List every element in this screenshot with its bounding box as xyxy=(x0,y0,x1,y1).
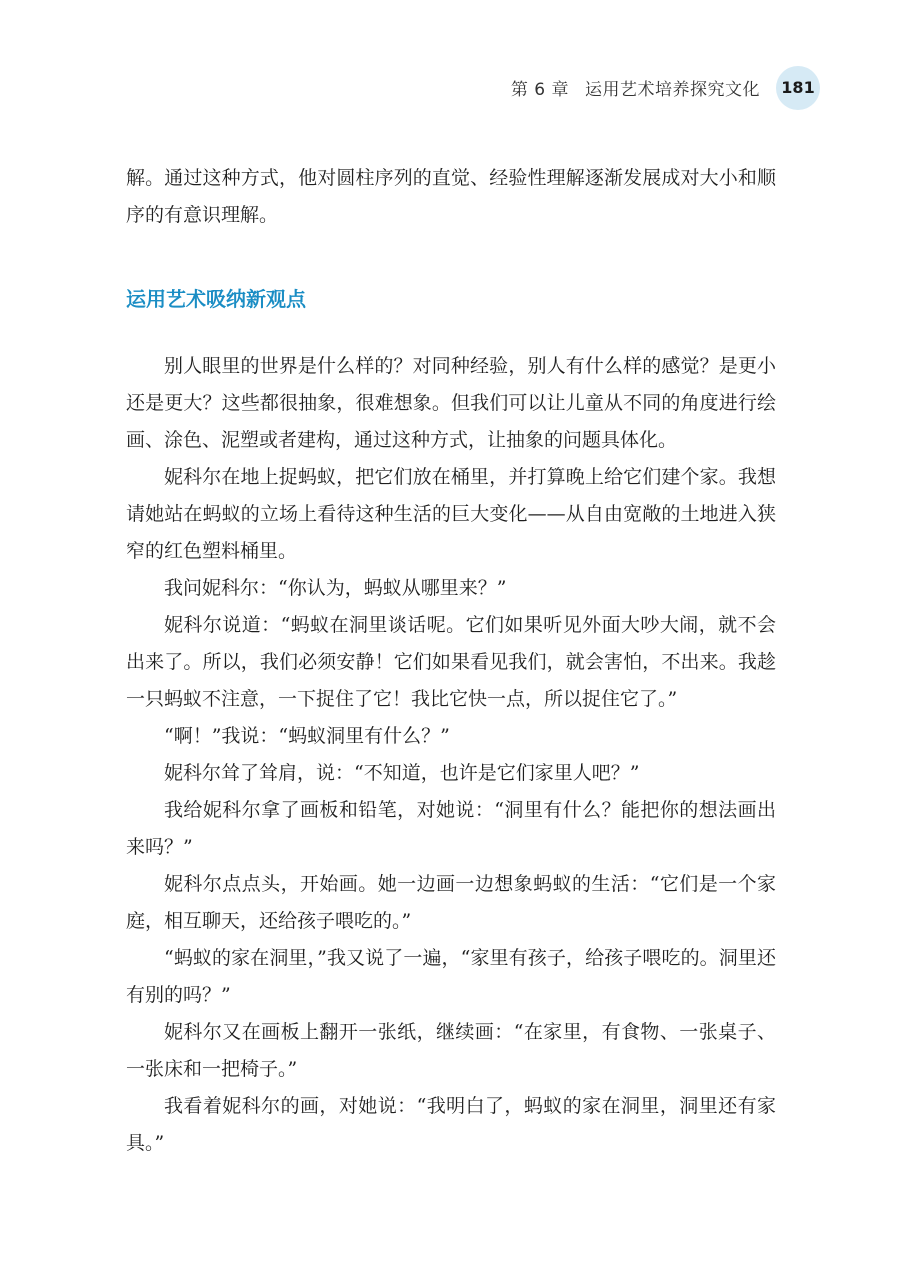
section-heading: 运用艺术吸纳新观点 xyxy=(126,287,306,311)
dialogue-paragraph: 我问妮科尔：“你认为，蚂蚁从哪里来？” xyxy=(164,577,507,599)
page-number-badge: 181 xyxy=(776,66,820,110)
dialogue-paragraph: 妮科尔又在画板上翻开一张纸，继续画：“在家里，有食物、一张桌子、一张床和一把椅子。” xyxy=(126,1021,776,1080)
dialogue-paragraph: 我看着妮科尔的画，对她说：“我明白了，蚂蚁的家在洞里，洞里还有家具。” xyxy=(126,1095,776,1154)
dialogue-paragraph: 妮科尔点点头，开始画。她一边画一边想象蚂蚁的生活：“它们是一个家庭，相互聊天，还给孩子喂吃的。” xyxy=(126,873,776,932)
dialogue-paragraph: 妮科尔耸了耸肩，说：“不知道，也许是它们家里人吧？” xyxy=(164,762,640,784)
chapter-title: 运用艺术培养探究文化 xyxy=(585,80,760,100)
chapter-number: 第 6 章 xyxy=(510,80,569,100)
dialogue-paragraph: “啊！”我说：“蚂蚁洞里有什么？” xyxy=(164,725,450,747)
dialogue-paragraph: 我给妮科尔拿了画板和铅笔，对她说：“洞里有什么？能把你的想法画出来吗？” xyxy=(126,799,776,858)
continued-paragraph: 解。通过这种方式，他对圆柱序列的直觉、经验性理解逐渐发展成对大小和顺序的有意识理解。 xyxy=(126,167,776,226)
dialogue-paragraph: “蚂蚁的家在洞里，”我又说了一遍，“家里有孩子，给孩子喂吃的。洞里还有别的吗？” xyxy=(126,947,776,1006)
dialogue-paragraph: 妮科尔说道：“蚂蚁在洞里谈话呢。它们如果听见外面大吵大闹，就不会出来了。所以，我们必须安静！它们如果看见我们，就会害怕，不出来。我趁一只蚂蚁不注意，一下捉住了它！我比它快一点，所以捉住它了。” xyxy=(126,614,776,710)
page-content xyxy=(126,160,776,1162)
body-paragraph: 别人眼里的世界是什么样的？对同种经验，别人有什么样的感觉？是更小还是更大？这些都很抽象，很难想象。但我们可以让儿童从不同的角度进行绘画、涂色、泥塑或者建构，通过这种方式，让抽象的问题具体化。 xyxy=(126,355,776,451)
chapter-label xyxy=(511,75,760,100)
body-paragraph: 妮科尔在地上捉蚂蚁，把它们放在桶里，并打算晚上给它们建个家。我想请她站在蚂蚁的立场上看待这种生活的巨大变化——从自由宽敞的土地进入狭窄的红色塑料桶里。 xyxy=(126,466,776,562)
running-head xyxy=(0,66,900,110)
